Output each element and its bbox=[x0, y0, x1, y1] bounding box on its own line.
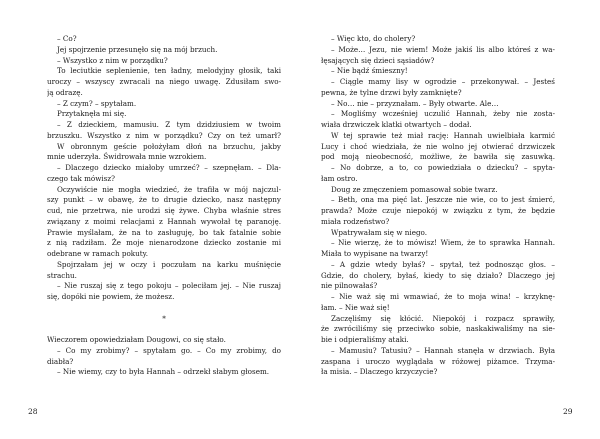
text-line: – Co? bbox=[57, 34, 77, 43]
text-line: – No… nie – przyznałam. – Były otwarte. Ale… bbox=[331, 98, 499, 108]
text-line: pewna, że tylne drzwi były zamknięte? bbox=[321, 87, 462, 97]
blank-line bbox=[47, 324, 281, 335]
text-line: cud, nie przetrwa, nie urodzi się żywe. Chyba właśnie stres bbox=[47, 206, 281, 215]
text-line: Zaczęliśmy się kłócić. Niepokój i rozpacz sprawiły, bbox=[331, 313, 555, 323]
text-line: nie pilnowałaś? bbox=[321, 281, 378, 291]
text-line: łam ostro. bbox=[321, 173, 358, 183]
text-line: z nią radziłam. Że moje nienarodzone dziecko zostanie mi bbox=[47, 238, 281, 248]
text-line: się, dopóki nie powiem, że możesz. bbox=[47, 292, 175, 301]
text-line: Przytaknęła mi się. bbox=[57, 109, 127, 119]
text-line: – Ciągle mamy lisy w ogrodzie – przekonywał. – Jesteś bbox=[331, 77, 555, 86]
text-line: związany z moimi relacjami z Hannah wywołał tę paranoję. bbox=[47, 216, 281, 226]
text-line: mnie uderzyła. Świdrowała mnie wzrokiem. bbox=[47, 152, 207, 162]
text-line: łęsających się dzieci sąsiadów? bbox=[321, 55, 435, 65]
text-line: Oczywiście nie mogła wiedzieć, że trafiła w mój najczul- bbox=[57, 184, 281, 194]
right-page-number: 29 bbox=[563, 407, 573, 416]
text-line: czego tak mówisz? bbox=[47, 173, 116, 183]
text-line: że zwróciliśmy się przeciwko sobie, naskakiwaliśmy na sie- bbox=[321, 324, 555, 334]
left-page-text bbox=[47, 34, 281, 378]
text-line: – Beth, ona ma pięć lat. Jeszcze nie wie, co to jest śmierć, bbox=[331, 195, 555, 205]
text-line: – Dlaczego dziecko miałoby umrzeć? – szepnęłam. – Dla- bbox=[57, 163, 281, 172]
text-line: – No dobrze, a to, co powiedziała o dziecku? – spyta- bbox=[331, 163, 555, 172]
text-line: pod moją nieobecność, możliwe, że bawiła się zasuwką. bbox=[321, 152, 555, 162]
text-line: W obronnym geście położyłam dłoń na brzuchu, jakby bbox=[57, 141, 281, 151]
left-page-number: 28 bbox=[28, 407, 38, 416]
text-line: – Z dzieckiem, mamusiu. Z tym dzidziusiem w twoim bbox=[57, 120, 281, 129]
text-line: – Nie wiemy, czy to była Hannah – odrzekł słabym głosem. bbox=[57, 367, 270, 377]
text-line: – Wszystko z nim w porządku? bbox=[57, 55, 168, 65]
text-line: – Więc kto, do cholery? bbox=[331, 34, 416, 43]
text-line: W tej sprawie też miał rację: Hannah uwielbiała karmić bbox=[331, 130, 555, 140]
text-line: – Nie ruszaj się z tego pokoju – poleciłam jej. – Nie ruszaj bbox=[57, 281, 281, 291]
text-line: Lucy i choć wiedziała, że nie wolno jej otwierać drzwiczek bbox=[321, 141, 555, 151]
text-line: szy punkt – w obawę, że to drugie dziecko, nasz następny bbox=[47, 195, 281, 205]
text-line: – Nie bądź śmieszny! bbox=[331, 66, 408, 76]
text-line: odebrane w ramach pokuty. bbox=[47, 249, 149, 258]
text-line: – Mamusiu? Tatusiu? – Hannah stanęła w drzwiach. Była bbox=[331, 345, 555, 355]
text-line: ła misia. – Dlaczego krzyczycie? bbox=[321, 367, 438, 377]
text-line: prawda? Może czuje niepokój w związku z tym, że będzie bbox=[321, 206, 555, 215]
text-line: łam. – Nie waż się! bbox=[321, 302, 390, 312]
text-line: – A gdzie wtedy byłaś? – spytał, też podnosząc głos. – bbox=[331, 259, 555, 269]
text-line: uroczy – wszyscy zwracali na niego uwagę. Zdusiłam swo- bbox=[47, 77, 281, 86]
text-line: – Może… Jezu, nie wiem! Może jakiś lis albo któreś z wa- bbox=[331, 44, 555, 54]
text-line: Prawie myślałam, że na to zasługuję, bo tak fatalnie sobie bbox=[47, 227, 281, 237]
section-break: * bbox=[162, 313, 166, 323]
text-line: Spojrzałam jej w oczy i poczułam na karku muśnięcie bbox=[57, 259, 281, 269]
text-line: – Mogliśmy wcześniej uczulić Hannah, żeby nie zosta- bbox=[331, 109, 555, 119]
text-line: diabła? bbox=[47, 356, 74, 366]
text-line: ją odrazę. bbox=[47, 87, 83, 97]
text-line: brzuszku. Wszystko z nim w porządku? Czy on też umarł? bbox=[47, 130, 281, 140]
text-line: Jej spojrzenie przesunęło się na mój brzuch. bbox=[57, 44, 218, 54]
text-line: bie i odpieraliśmy ataki. bbox=[321, 335, 409, 344]
text-line: – Nie wierzę, że to mówisz! Wiem, że to sprawka Hannah. bbox=[331, 238, 555, 248]
text-line: Wieczorem opowiedziałam Dougowi, co się stało. bbox=[47, 335, 226, 344]
text-line: Doug ze zmęczeniem pomasował sobie twarz. bbox=[331, 184, 498, 194]
text-line: zaspana i uroczo wyglądała w różowej piżamce. Trzyma- bbox=[321, 356, 555, 366]
text-line: – Nie waż się mi wmawiać, że to moja wina! – krzyknę- bbox=[331, 292, 555, 301]
text-line: To leciutkie seplenienie, ten ładny, melodyjny głosik, taki bbox=[57, 66, 281, 76]
text-line: strachu. bbox=[47, 270, 77, 280]
text-line: Gdzie, do cholery, byłaś, kiedy to się działo? Dlaczego jej bbox=[321, 270, 555, 280]
text-line: Wpatrywałam się w niego. bbox=[331, 227, 428, 237]
blank-line bbox=[47, 303, 281, 314]
text-line: – Co my zrobimy? – spytałam go. – Co my zrobimy, do bbox=[57, 345, 281, 355]
text-line: wiała drzwiczek klatki otwartych – dodał. bbox=[321, 120, 472, 129]
text-line: miała rodzeństwo? bbox=[321, 216, 390, 226]
right-page-text bbox=[321, 34, 555, 378]
text-line: – Z czym? – spytałam. bbox=[57, 98, 137, 108]
text-line: Miała to wypisane na twarzy! bbox=[321, 249, 429, 258]
